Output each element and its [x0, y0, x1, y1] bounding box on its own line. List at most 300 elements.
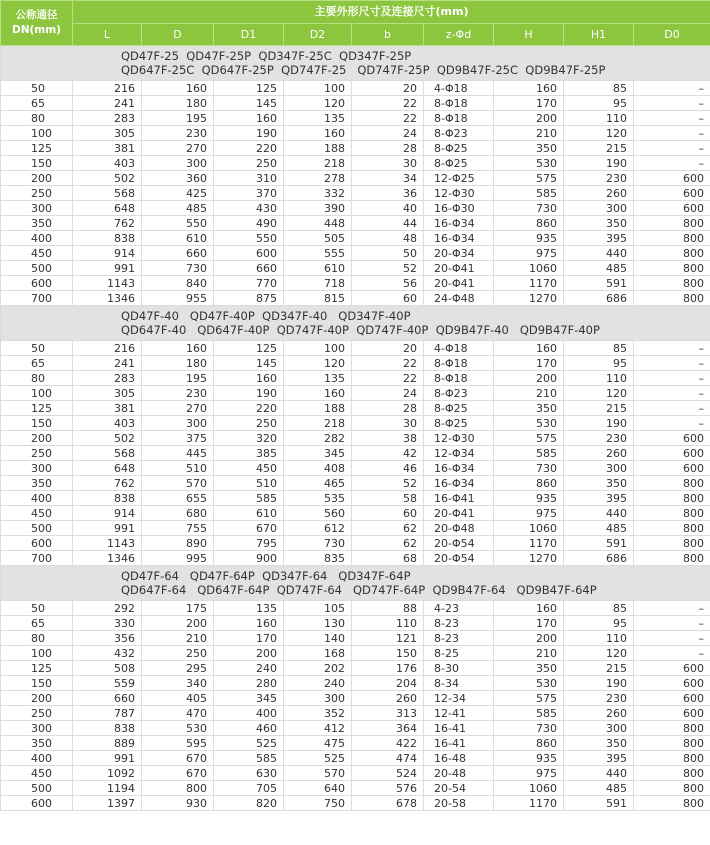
table-cell: 591: [564, 796, 634, 811]
table-cell: –: [634, 356, 710, 371]
table-cell: 160: [494, 81, 564, 96]
table-cell: 390: [284, 201, 352, 216]
table-cell: 1060: [494, 781, 564, 796]
table-cell: 215: [564, 661, 634, 676]
table-cell: 403: [73, 416, 142, 431]
table-cell: 935: [494, 751, 564, 766]
dn-cell: 300: [1, 721, 73, 736]
table-cell: 330: [73, 616, 142, 631]
table-cell: 485: [564, 521, 634, 536]
table-cell: 20: [352, 341, 424, 356]
table-cell: 395: [564, 491, 634, 506]
dn-cell: 700: [1, 291, 73, 306]
table-row: [1, 601, 710, 616]
table-cell: 381: [73, 401, 142, 416]
table-row: [1, 171, 710, 186]
table-cell: 110: [564, 111, 634, 126]
table-cell: 460: [214, 721, 284, 736]
dn-cell: 150: [1, 676, 73, 691]
table-cell: 800: [634, 476, 710, 491]
dn-cell: 350: [1, 476, 73, 491]
table-cell: 840: [142, 276, 214, 291]
table-cell: 600: [634, 661, 710, 676]
dn-cell: 150: [1, 416, 73, 431]
table-cell: 20: [352, 81, 424, 96]
table-cell: 991: [73, 521, 142, 536]
table-cell: 502: [73, 171, 142, 186]
table-cell: 770: [214, 276, 284, 291]
table-cell: 16-Φ30: [424, 201, 494, 216]
table-cell: 350: [494, 141, 564, 156]
dn-cell: 500: [1, 781, 73, 796]
table-cell: 175: [142, 601, 214, 616]
table-cell: 135: [284, 111, 352, 126]
table-cell: 800: [634, 276, 710, 291]
dn-cell: 500: [1, 521, 73, 536]
section-header: [1, 566, 710, 601]
table-cell: 22: [352, 111, 424, 126]
table-cell: 12-Φ25: [424, 171, 494, 186]
table-cell: 860: [494, 736, 564, 751]
table-cell: 200: [142, 616, 214, 631]
table-cell: 670: [214, 521, 284, 536]
section-models-line1: QD47F-40 QD47F-40P QD347F-40 QD347F-40P: [121, 309, 411, 323]
table-cell: –: [634, 96, 710, 111]
table-cell: –: [634, 126, 710, 141]
table-cell: 22: [352, 356, 424, 371]
table-cell: 300: [142, 156, 214, 171]
table-cell: 350: [494, 661, 564, 676]
table-cell: 1270: [494, 551, 564, 566]
table-cell: 210: [494, 386, 564, 401]
dn-label-line2: DN(mm): [12, 24, 61, 36]
dn-cell: 80: [1, 631, 73, 646]
col-header-b: b: [352, 24, 424, 46]
table-cell: 160: [494, 601, 564, 616]
table-cell: 800: [634, 721, 710, 736]
table-cell: 535: [284, 491, 352, 506]
table-cell: 800: [634, 231, 710, 246]
table-cell: 8-30: [424, 661, 494, 676]
table-cell: 295: [142, 661, 214, 676]
table-cell: 260: [564, 706, 634, 721]
table-cell: 20-58: [424, 796, 494, 811]
dn-cell: 100: [1, 126, 73, 141]
table-cell: 975: [494, 506, 564, 521]
table-cell: 875: [214, 291, 284, 306]
table-row: [1, 431, 710, 446]
table-row: [1, 111, 710, 126]
table-cell: 508: [73, 661, 142, 676]
table-cell: 432: [73, 646, 142, 661]
table-row: [1, 416, 710, 431]
dn-cell: 125: [1, 401, 73, 416]
table-cell: 56: [352, 276, 424, 291]
table-cell: 670: [142, 766, 214, 781]
table-row: [1, 721, 710, 736]
table-cell: 1060: [494, 261, 564, 276]
table-cell: 50: [352, 246, 424, 261]
table-cell: 1170: [494, 796, 564, 811]
table-cell: 125: [214, 81, 284, 96]
table-cell: 408: [284, 461, 352, 476]
table-cell: 260: [352, 691, 424, 706]
table-cell: 190: [214, 386, 284, 401]
table-cell: 8-Φ18: [424, 371, 494, 386]
table-cell: 820: [214, 796, 284, 811]
table-cell: 250: [214, 416, 284, 431]
table-cell: 412: [284, 721, 352, 736]
table-cell: 364: [352, 721, 424, 736]
table-cell: 395: [564, 751, 634, 766]
table-cell: 800: [634, 751, 710, 766]
table-cell: 1270: [494, 291, 564, 306]
table-cell: 600: [634, 201, 710, 216]
table-cell: 350: [564, 216, 634, 231]
dn-cell: 350: [1, 736, 73, 751]
table-cell: –: [634, 81, 710, 96]
table-cell: 935: [494, 231, 564, 246]
dn-cell: 65: [1, 356, 73, 371]
table-header: [1, 1, 710, 46]
table-cell: 425: [142, 186, 214, 201]
dn-label-line1: 公称通径: [15, 9, 58, 21]
table-cell: 585: [214, 751, 284, 766]
table-cell: 40: [352, 201, 424, 216]
section-models-line2: QD647F-25C QD647F-25P QD747F-25 QD747F-25P QD9B47F-25C QD9B47F-25P: [121, 63, 606, 77]
table-cell: –: [634, 416, 710, 431]
dn-cell: 600: [1, 796, 73, 811]
table-cell: 210: [142, 631, 214, 646]
table-cell: 20-Φ41: [424, 261, 494, 276]
table-cell: 210: [494, 126, 564, 141]
table-cell: 95: [564, 96, 634, 111]
table-cell: 204: [352, 676, 424, 691]
table-cell: 838: [73, 721, 142, 736]
table-cell: 170: [494, 356, 564, 371]
table-cell: 230: [564, 691, 634, 706]
table-cell: 360: [142, 171, 214, 186]
table-cell: –: [634, 601, 710, 616]
dn-cell: 300: [1, 461, 73, 476]
table-cell: 930: [142, 796, 214, 811]
table-cell: 300: [564, 721, 634, 736]
table-cell: 241: [73, 96, 142, 111]
table-cell: 352: [284, 706, 352, 721]
table-cell: 200: [494, 371, 564, 386]
table-cell: 800: [634, 521, 710, 536]
table-cell: 465: [284, 476, 352, 491]
table-cell: 170: [214, 631, 284, 646]
table-cell: 730: [494, 461, 564, 476]
table-cell: –: [634, 111, 710, 126]
dn-cell: 450: [1, 506, 73, 521]
table-row: [1, 401, 710, 416]
table-cell: 612: [284, 521, 352, 536]
table-cell: 591: [564, 276, 634, 291]
table-body: [1, 46, 710, 811]
dn-cell: 450: [1, 766, 73, 781]
table-cell: 648: [73, 201, 142, 216]
table-cell: –: [634, 616, 710, 631]
table-cell: 1060: [494, 521, 564, 536]
table-cell: 648: [73, 461, 142, 476]
table-cell: 282: [284, 431, 352, 446]
table-row: [1, 371, 710, 386]
table-cell: 278: [284, 171, 352, 186]
table-cell: 800: [634, 736, 710, 751]
table-cell: 1194: [73, 781, 142, 796]
dn-cell: 125: [1, 141, 73, 156]
table-cell: 22: [352, 371, 424, 386]
table-cell: 890: [142, 536, 214, 551]
table-cell: 210: [494, 646, 564, 661]
table-cell: 678: [352, 796, 424, 811]
table-cell: 12-41: [424, 706, 494, 721]
table-cell: 260: [564, 446, 634, 461]
col-header-H: H: [494, 24, 564, 46]
table-cell: 860: [494, 216, 564, 231]
table-cell: 160: [142, 341, 214, 356]
table-cell: 655: [142, 491, 214, 506]
table-cell: 230: [142, 386, 214, 401]
dn-cell: 700: [1, 551, 73, 566]
table-cell: 240: [284, 676, 352, 691]
table-cell: 68: [352, 551, 424, 566]
table-cell: 34: [352, 171, 424, 186]
table-cell: 52: [352, 261, 424, 276]
table-cell: 510: [214, 476, 284, 491]
dn-cell: 50: [1, 81, 73, 96]
table-row: [1, 141, 710, 156]
table-row: [1, 766, 710, 781]
table-cell: 730: [142, 261, 214, 276]
table-cell: 188: [284, 401, 352, 416]
table-cell: 200: [494, 111, 564, 126]
table-cell: 46: [352, 461, 424, 476]
table-cell: 110: [352, 616, 424, 631]
table-cell: 475: [284, 736, 352, 751]
table-cell: 575: [494, 431, 564, 446]
col-header-L: L: [73, 24, 142, 46]
table-cell: 730: [494, 721, 564, 736]
table-row: [1, 246, 710, 261]
table-row: [1, 291, 710, 306]
dn-cell: 200: [1, 171, 73, 186]
table-cell: 340: [142, 676, 214, 691]
table-row: [1, 521, 710, 536]
dn-cell: 600: [1, 536, 73, 551]
table-cell: 310: [214, 171, 284, 186]
table-cell: 4-Φ18: [424, 81, 494, 96]
table-cell: 600: [634, 171, 710, 186]
table-cell: 110: [564, 371, 634, 386]
table-cell: 405: [142, 691, 214, 706]
table-cell: 62: [352, 536, 424, 551]
dn-cell: 65: [1, 616, 73, 631]
table-cell: 595: [142, 736, 214, 751]
table-cell: 16-Φ34: [424, 231, 494, 246]
table-cell: 20-Φ54: [424, 551, 494, 566]
table-cell: 800: [634, 291, 710, 306]
table-cell: 22: [352, 96, 424, 111]
table-cell: 195: [142, 111, 214, 126]
table-cell: 190: [564, 676, 634, 691]
table-cell: 955: [142, 291, 214, 306]
table-cell: 190: [214, 126, 284, 141]
table-cell: 660: [73, 691, 142, 706]
table-cell: 800: [634, 506, 710, 521]
table-cell: 600: [634, 706, 710, 721]
table-cell: 85: [564, 341, 634, 356]
table-cell: 130: [284, 616, 352, 631]
table-cell: 8-25: [424, 646, 494, 661]
table-cell: 195: [142, 371, 214, 386]
table-cell: 30: [352, 416, 424, 431]
table-cell: –: [634, 341, 710, 356]
table-row: [1, 796, 710, 811]
table-cell: 787: [73, 706, 142, 721]
table-cell: 30: [352, 156, 424, 171]
table-cell: 283: [73, 371, 142, 386]
table-cell: 16-41: [424, 736, 494, 751]
table-cell: 28: [352, 401, 424, 416]
table-cell: 935: [494, 491, 564, 506]
table-cell: 975: [494, 246, 564, 261]
table-cell: 975: [494, 766, 564, 781]
dn-cell: 65: [1, 96, 73, 111]
table-cell: 800: [634, 246, 710, 261]
dn-cell: 200: [1, 431, 73, 446]
table-cell: 20-Φ41: [424, 276, 494, 291]
table-cell: 705: [214, 781, 284, 796]
table-cell: 576: [352, 781, 424, 796]
table-row: [1, 691, 710, 706]
section-header: [1, 306, 710, 341]
col-header-D0: D0: [634, 24, 710, 46]
table-cell: 52: [352, 476, 424, 491]
table-cell: 95: [564, 356, 634, 371]
table-cell: 345: [214, 691, 284, 706]
table-cell: 12-Φ34: [424, 446, 494, 461]
table-cell: 889: [73, 736, 142, 751]
table-cell: 220: [214, 401, 284, 416]
table-cell: –: [634, 401, 710, 416]
table-cell: 160: [284, 386, 352, 401]
table-cell: 1143: [73, 536, 142, 551]
table-row: [1, 276, 710, 291]
table-cell: 660: [214, 261, 284, 276]
table-cell: 610: [214, 506, 284, 521]
table-cell: 370: [214, 186, 284, 201]
table-cell: 145: [214, 96, 284, 111]
table-cell: 375: [142, 431, 214, 446]
table-cell: 800: [142, 781, 214, 796]
col-header-D: D: [142, 24, 214, 46]
table-cell: 991: [73, 261, 142, 276]
table-cell: 838: [73, 231, 142, 246]
table-row: [1, 446, 710, 461]
table-cell: 38: [352, 431, 424, 446]
table-cell: 585: [494, 186, 564, 201]
table-cell: 640: [284, 781, 352, 796]
table-cell: 58: [352, 491, 424, 506]
table-cell: 1170: [494, 276, 564, 291]
table-cell: 680: [142, 506, 214, 521]
table-cell: 305: [73, 386, 142, 401]
table-cell: 140: [284, 631, 352, 646]
table-cell: 800: [634, 781, 710, 796]
table-cell: 440: [564, 246, 634, 261]
table-cell: 450: [214, 461, 284, 476]
table-cell: 240: [214, 661, 284, 676]
table-row: [1, 491, 710, 506]
table-cell: 485: [142, 201, 214, 216]
table-cell: –: [634, 386, 710, 401]
table-cell: 505: [284, 231, 352, 246]
table-cell: 280: [214, 676, 284, 691]
table-cell: 585: [494, 446, 564, 461]
table-cell: 180: [142, 356, 214, 371]
table-cell: 422: [352, 736, 424, 751]
table-cell: 610: [142, 231, 214, 246]
table-cell: 20-48: [424, 766, 494, 781]
section-models-line1: QD47F-25 QD47F-25P QD347F-25C QD347F-25P: [121, 49, 412, 63]
table-cell: 800: [634, 796, 710, 811]
table-cell: 8-Φ25: [424, 156, 494, 171]
table-cell: 313: [352, 706, 424, 721]
table-cell: 250: [142, 646, 214, 661]
table-cell: 8-Φ23: [424, 126, 494, 141]
table-cell: 900: [214, 551, 284, 566]
table-cell: 995: [142, 551, 214, 566]
table-cell: 42: [352, 446, 424, 461]
table-row: [1, 646, 710, 661]
table-cell: 125: [214, 341, 284, 356]
dn-cell: 600: [1, 276, 73, 291]
table-row: [1, 676, 710, 691]
table-cell: 12-34: [424, 691, 494, 706]
section-models-line2: QD647F-40 QD647F-40P QD747F-40P QD747F-40P QD9B47F-40 QD9B47F-40P: [121, 323, 600, 337]
table-cell: 220: [214, 141, 284, 156]
table-cell: 120: [284, 356, 352, 371]
table-cell: 448: [284, 216, 352, 231]
table-cell: 345: [284, 446, 352, 461]
table-row: [1, 616, 710, 631]
dn-cell: 350: [1, 216, 73, 231]
table-cell: 8-Φ18: [424, 356, 494, 371]
table-cell: 270: [142, 401, 214, 416]
table-cell: 575: [494, 171, 564, 186]
table-cell: 150: [352, 646, 424, 661]
table-cell: 120: [284, 96, 352, 111]
table-cell: 914: [73, 246, 142, 261]
table-cell: 795: [214, 536, 284, 551]
table-cell: 135: [214, 601, 284, 616]
table-cell: 20-Φ54: [424, 536, 494, 551]
table-cell: 160: [214, 111, 284, 126]
table-cell: 170: [494, 96, 564, 111]
table-cell: 8-Φ18: [424, 111, 494, 126]
table-cell: 800: [634, 261, 710, 276]
table-cell: 48: [352, 231, 424, 246]
table-cell: 16-Φ34: [424, 216, 494, 231]
table-cell: 568: [73, 446, 142, 461]
table-cell: 20-Φ34: [424, 246, 494, 261]
table-row: [1, 751, 710, 766]
table-cell: 20-Φ41: [424, 506, 494, 521]
dn-cell: 50: [1, 601, 73, 616]
